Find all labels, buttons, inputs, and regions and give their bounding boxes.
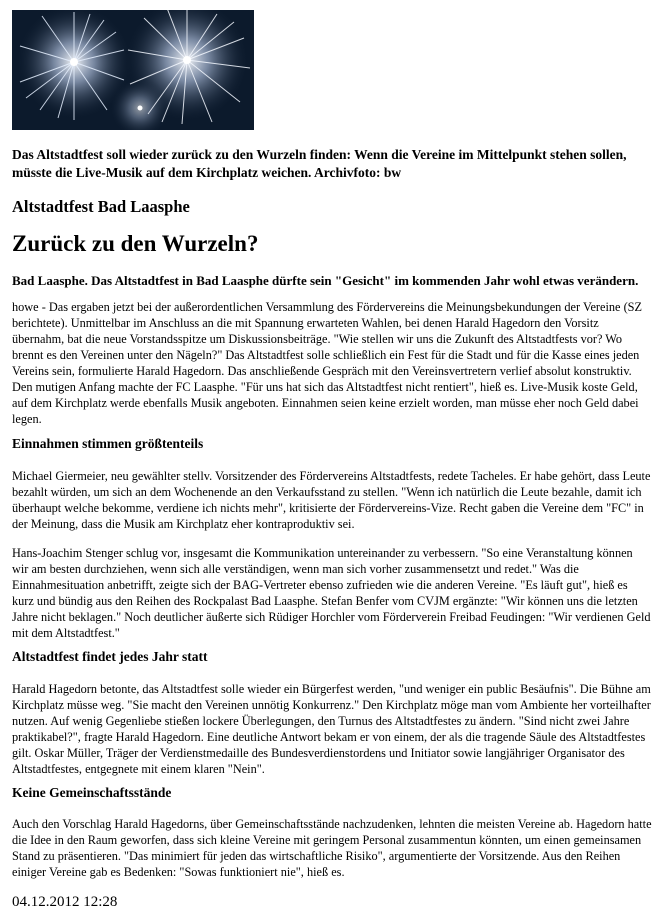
fireworks-image: [12, 10, 254, 130]
article-kicker: Altstadtfest Bad Laasphe: [12, 197, 190, 216]
photo-caption: Das Altstadtfest soll wieder zurück zu den Wurzeln finden: Wenn die Vereine im Mittelpunkt stehen sollen, müsste die Live-Musik auf dem Kirchplatz weichen. Archivfoto: bw: [12, 147, 627, 180]
article-lead: Bad Laasphe. Das Altstadtfest in Bad Laasphe dürfte sein "Gesicht" im kommenden Jahr wohl etwas verändern.: [12, 273, 639, 288]
fireworks-photo: [12, 10, 254, 130]
subhead-jedes-jahr: Altstadtfest findet jedes Jahr statt: [12, 649, 208, 664]
paragraph-3: Hans-Joachim Stenger schlug vor, insgesamt die Kommunikation untereinander zu verbessern. "So eine Veranstaltung können wir am besten durchziehen, wenn sich alle verständigen, wenn man sich vorher zusammensetzt und redet." Was die Einnahmesituation anbetrifft, zeigte sich der BAG-Vertreter ebenso zufrieden wie die anderen Vereine. "Es läuft gut", hieß es kurz und bündig aus den Reihen des Rockpalast Bad Laasphe. Stefan Benfer vom CVJM ergänzte: "Wir können uns die letzten Jahre nicht beklagen." Noch deutlicher äußerte sich Rüdiger Horchler vom Förderverein Freibad Feudingen: "Wir verdienen Geld mit dem Altstadtfest.": [12, 546, 651, 640]
publish-timestamp: 04.12.2012 12:28: [12, 894, 118, 910]
subhead-gemeinschaftsstaende: Keine Gemeinschaftsstände: [12, 785, 172, 800]
subhead-einnahmen: Einnahmen stimmen größtenteils: [12, 436, 204, 451]
paragraph-5: Auch den Vorschlag Harald Hagedorns, über Gemeinschaftsstände nachzudenken, lehnten die meisten Vereine ab. Hagedorn hatte die Idee in den Raum geworfen, dass sich kleine Vereine mit geringem Personal zusammentun könnten, um einen gemeinsamen Stand zu präsentieren. "Das minimiert für jeden das wirtschaftliche Risiko", argumentierte der Vorsitzende. Aus den Reihen einiger Vereine gab es Bedenken: "Sowas funktioniert nie", hieß es.: [12, 817, 652, 879]
paragraph-2: Michael Giermeier, neu gewählter stellv. Vorsitzender des Fördervereins Altstadtfests, redete Tacheles. Er habe gehört, dass Leute bezahlt würden, um sich an dem Wochenende an den Verkaufsstand zu stellen. "Wenn ich natürlich die Leute bezahle, damit ich überhaupt welche bekomme, verdiene ich nichts mehr", kritisierte der Fördervereins-Vize. Recht gaben die Vereine dem "FC" in der Meinung, dass die Musik am Kirchplatz eher kontraproduktiv sei.: [12, 469, 651, 531]
article-headline: Zurück zu den Wurzeln?: [12, 231, 259, 256]
paragraph-4: Harald Hagedorn betonte, das Altstadtfest solle wieder ein Bürgerfest werden, "und weniger ein public Besäufnis". Die Bühne am Kirchplatz müsse weg. "Sie macht den Vereinen unnötig Konkurrenz." Den Kirchplatz möge man vom Ambiente her vorteilhafter nutzen. Auf wenig Gegenliebe stießen lockere Überlegungen, den Turnus des Altstadtfestes zu ändern. "Sind nicht zwei Jahre praktikabel?", fragte Harald Hagedorn. Eine deutliche Antwort bekam er von einem, der als die tragende Säule des Altstadtfestes gilt. Oskar Müller, Träger der Verdienstmedaille des Bundesverdienstordens und Initiator sowie langjähriger Organisator des Altstadtfestes, entgegnete mit einem klaren "Nein".: [12, 682, 651, 776]
paragraph-1: howe - Das ergaben jetzt bei der außerordentlichen Versammlung des Fördervereins die Meinungsbekundungen der Vereine (SZ berichtete). Unmittelbar im Anschluss an die mit Spannung erwarteten Wahlen, bei denen Harald Hagedorn den Vorsitz übernahm, bat die neue Vorstandsspitze um Diskussionsbeiträge. "Wie stellen wir uns die Zukunft des Altstadtfests vor? Wo brennt es den Vereinen unter den Nägeln?" Das Altstadtfest solle schließlich ein Fest für die Stadt und für die Kasse eines jeden Vereins sein, formulierte Harald Hagedorn. Das anschließende Gespräch mit den Vereinsvertretern verlief absolut konstruktiv. Den mutigen Anfang machte der FC Laasphe. "Für uns hat sich das Altstadtfest nicht rentiert", hieß es. Live-Musik koste Geld, auf dem Kirchplatz werde ebenfalls Musik angeboten. Einnahmen seien keine erzielt worden, man müsse eher noch Geld dabei legen.: [12, 300, 643, 426]
